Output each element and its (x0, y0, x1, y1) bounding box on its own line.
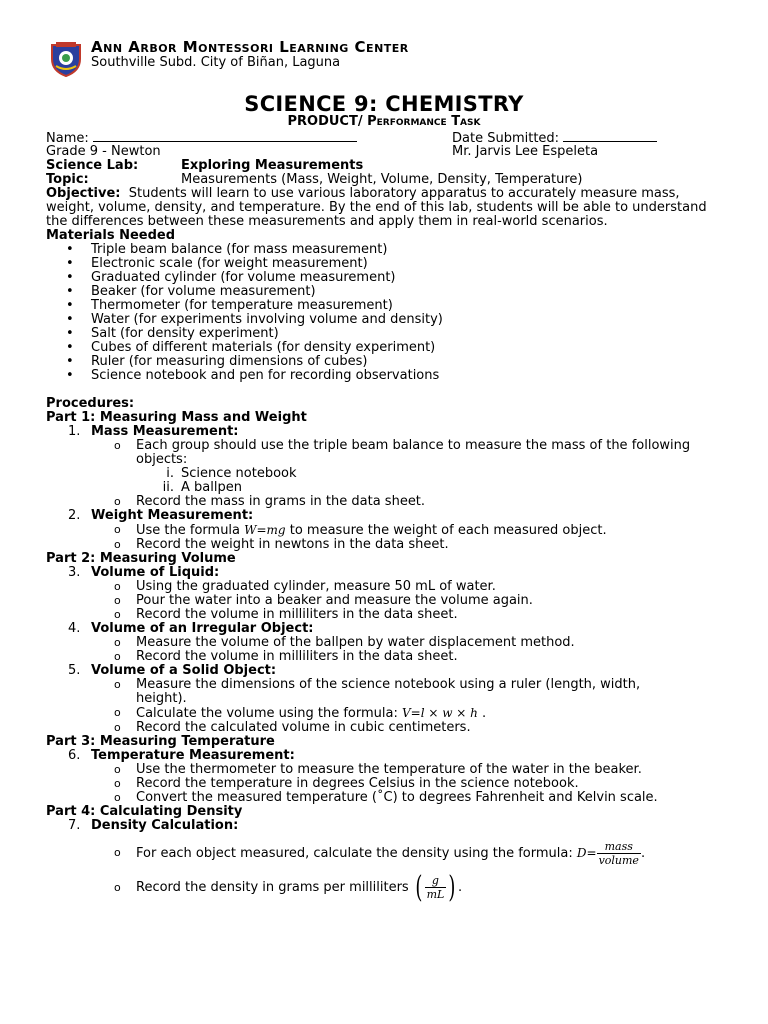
left-paren: ( (415, 869, 423, 905)
sub-item-text: Convert the measured temperature (˚C) to degrees Fahrenheit and Kelvin scale. (136, 790, 658, 805)
sub-bullet: o (114, 439, 121, 452)
sub-bullet: o (114, 777, 121, 790)
roman-item-text: Science notebook (181, 466, 297, 481)
sub-item-text: For each object measured, calculate the density using the formula: (136, 846, 577, 861)
step-number: 1. (68, 424, 81, 439)
list-item: • Salt (for density experiment) (46, 327, 726, 341)
roman-number: ii. (162, 480, 174, 495)
objective (46, 187, 726, 229)
sub-item (46, 636, 726, 650)
step-title: Volume of Liquid: (91, 565, 220, 580)
school-name (91, 39, 409, 56)
fraction-numerator: g (425, 874, 447, 888)
sub-item (46, 594, 726, 608)
school-name-text: Ann Arbor Montessori Learning Center (91, 38, 409, 56)
lab-value: Exploring Measurements (181, 158, 364, 173)
density-lhs: D= (576, 846, 597, 860)
density-fraction (597, 840, 641, 867)
step-title: Volume of a Solid Object: (91, 663, 277, 678)
list-item: • Water (for experiments involving volume and density) (46, 313, 726, 327)
grade-section: Grade 9 - Newton (46, 144, 161, 159)
objective-label: Objective: (46, 186, 121, 201)
sub-item (46, 538, 726, 552)
subtitle-part-b: Performance Task (367, 114, 481, 129)
step-number: 6. (68, 748, 81, 763)
name-label: Name: (46, 131, 89, 146)
sub-item-text: Record the volume in milliliters in the data sheet. (136, 649, 458, 664)
list-item: • Graduated cylinder (for volume measurement) (46, 271, 726, 285)
sub-item-text: Record the density in grams per milliliters (136, 880, 413, 895)
step-number: 2. (68, 508, 81, 523)
sub-item (46, 580, 726, 594)
list-item: • Thermometer (for temperature measurement) (46, 299, 726, 313)
date-label: Date Submitted: (452, 131, 560, 146)
sub-item (46, 839, 726, 867)
step-number: 4. (68, 621, 81, 636)
fraction-numerator: mass (597, 840, 641, 854)
sub-bullet: o (114, 721, 121, 734)
step-title: Mass Measurement: (91, 424, 239, 439)
sub-item (46, 650, 726, 664)
objective-text: Students will learn to use various laboratory apparatus to accurately measure mass, weight, volume, density, and temperature. By the end of this lab, students will be able to understand the differences between these measurements and apply them in real-world scenarios. (46, 186, 707, 229)
sub-bullet: o (114, 538, 121, 551)
list-item: • Beaker (for volume measurement) (46, 285, 726, 299)
step-volume-irregular (46, 622, 726, 636)
name-blank[interactable] (93, 131, 357, 142)
name-row (46, 131, 726, 145)
school-address: Southville Subd. City of Biñan, Laguna (91, 55, 341, 70)
sub-item-text: Record the weight in newtons in the data sheet. (136, 537, 449, 552)
sub-item-text: Using the graduated cylinder, measure 50 mL of water. (136, 579, 496, 594)
subtitle-part-a: PRODUCT/ (287, 114, 368, 129)
sub-bullet: o (114, 495, 121, 508)
sub-bullet: o (114, 523, 121, 536)
roman-item (46, 467, 726, 481)
sub-bullet: o (114, 678, 121, 691)
procedures-heading: Procedures: (46, 396, 135, 411)
sub-item-text: . (458, 880, 463, 895)
sub-item (46, 721, 726, 735)
sub-bullet: o (114, 594, 121, 607)
sub-bullet: o (114, 706, 121, 719)
volume-formula: V=l × w × h (401, 706, 478, 720)
sub-bullet: o (114, 580, 121, 593)
step-number: 5. (68, 663, 81, 678)
sub-item-text: Record the mass in grams in the data sheet. (136, 494, 426, 509)
topic-label: Topic: (46, 172, 89, 187)
sub-item (46, 523, 726, 538)
list-item: • Cubes of different materials (for density experiment) (46, 341, 726, 355)
fraction-denominator: mL (426, 888, 445, 901)
fraction-denominator: volume (598, 854, 639, 867)
step-volume-solid (46, 664, 726, 678)
sub-item (46, 439, 726, 467)
weight-formula: W=mg (244, 523, 286, 537)
sub-bullet: o (114, 608, 121, 621)
sub-item (46, 777, 726, 791)
sub-item (46, 678, 726, 706)
step-volume-liquid (46, 566, 726, 580)
sub-item (46, 495, 726, 509)
sub-bullet: o (114, 791, 121, 804)
list-item: • Electronic scale (for weight measurement) (46, 257, 726, 271)
sub-item-text: . (640, 846, 646, 861)
step-temperature (46, 749, 726, 763)
sub-bullet: o (114, 763, 121, 776)
step-title: Volume of an Irregular Object: (91, 621, 314, 636)
roman-item (46, 481, 726, 495)
lab-label: Science Lab: (46, 158, 139, 173)
page-subtitle (0, 115, 768, 129)
topic-row (46, 173, 726, 187)
unit-fraction (425, 874, 447, 901)
step-title: Weight Measurement: (91, 508, 254, 523)
sub-item-text: Use the thermometer to measure the temperature of the water in the beaker. (136, 762, 642, 777)
lab-row (46, 159, 726, 173)
part3-title: Part 3: Measuring Temperature (46, 734, 275, 749)
sub-item-text: Record the volume in milliliters in the data sheet. (136, 607, 458, 622)
sub-item-text: Measure the volume of the ballpen by water displacement method. (136, 635, 575, 650)
sub-bullet: o (114, 636, 121, 649)
sub-item-text: . (477, 706, 487, 721)
step-title: Density Calculation: (91, 818, 239, 833)
sub-item (46, 706, 726, 721)
step-weight (46, 509, 726, 523)
part1-title: Part 1: Measuring Mass and Weight (46, 410, 307, 425)
sub-item-text: Record the calculated volume in cubic centimeters. (136, 720, 471, 735)
sub-bullet: o (114, 881, 121, 894)
sub-item-text: Calculate the volume using the formula: (136, 706, 402, 721)
step-title: Temperature Measurement: (91, 748, 295, 763)
sub-bullet: o (114, 650, 121, 663)
sub-item (46, 763, 726, 777)
sub-item-text: Each group should use the triple beam balance to measure the mass of the following objects: (136, 438, 691, 467)
teacher-name: Mr. Jarvis Lee Espeleta (452, 144, 599, 159)
list-item: • Science notebook and pen for recording observations (46, 369, 726, 383)
sub-item-text: Measure the dimensions of the science notebook using a ruler (length, width, height). (136, 677, 641, 706)
part2-title: Part 2: Measuring Volume (46, 551, 236, 566)
sub-bullet: o (114, 846, 121, 859)
step-mass (46, 425, 726, 439)
step-density (46, 819, 726, 833)
topic-value: Measurements (Mass, Weight, Volume, Density, Temperature) (181, 172, 583, 187)
sub-item-text: to measure the weight of each measured object. (285, 523, 607, 538)
sub-item-text: Pour the water into a beaker and measure the volume again. (136, 593, 533, 608)
list-item: • Triple beam balance (for mass measurement) (46, 243, 726, 257)
roman-number: i. (166, 466, 174, 481)
step-number: 7. (68, 818, 81, 833)
school-seal-icon (46, 39, 86, 79)
page-title: SCIENCE 9: CHEMISTRY (244, 92, 524, 116)
materials-heading: Materials Needed (46, 228, 176, 243)
worksheet-body (46, 131, 726, 905)
grade-row (46, 145, 726, 159)
sub-item (46, 791, 726, 805)
spacer (46, 383, 726, 397)
sub-item-text: Record the temperature in degrees Celsius in the science notebook. (136, 776, 579, 791)
part4-title: Part 4: Calculating Density (46, 804, 243, 819)
right-paren: ) (448, 869, 456, 905)
materials-list (46, 243, 726, 383)
roman-item-text: A ballpen (181, 480, 242, 495)
sub-item-text: Use the formula (136, 523, 245, 538)
step-number: 3. (68, 565, 81, 580)
sub-item (46, 871, 726, 905)
date-blank[interactable] (563, 131, 657, 142)
sub-item (46, 608, 726, 622)
list-item: • Ruler (for measuring dimensions of cubes) (46, 355, 726, 369)
